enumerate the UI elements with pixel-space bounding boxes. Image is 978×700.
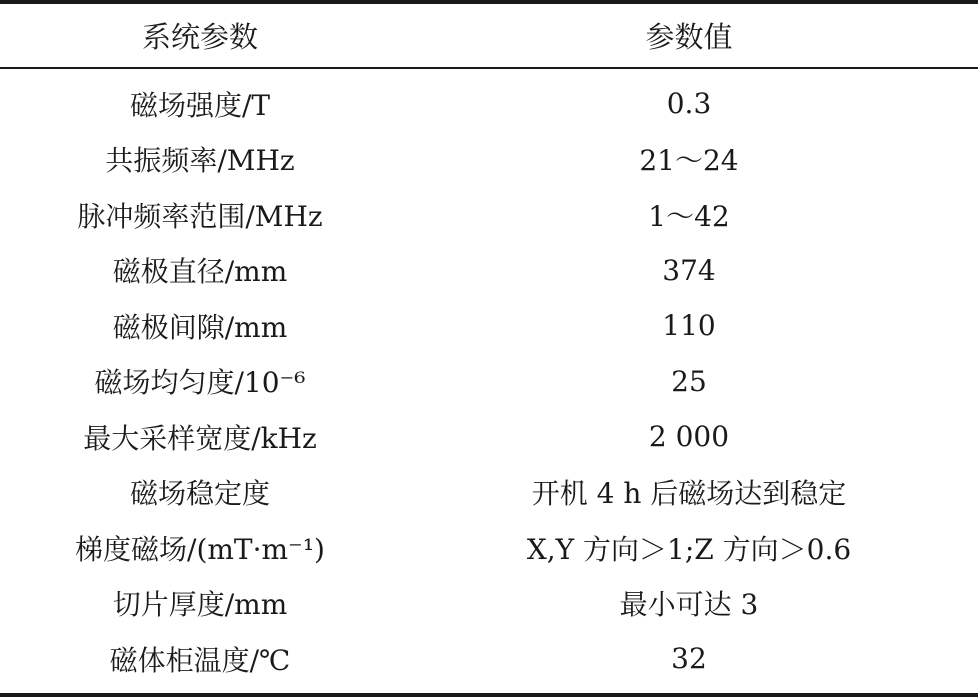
param-name: 磁场强度/T [129,88,271,122]
param-value: 1～42 [648,199,730,233]
param-value: X,Y 方向＞1;Z 方向＞0.6 [526,532,852,566]
bottom-rule [0,693,978,697]
param-name: 磁极间隙/mm [112,310,288,344]
header-param: 系统参数 [141,20,258,54]
table-body [0,76,978,687]
table-row [0,243,978,299]
param-name: 磁场均匀度/10⁻⁶ [94,366,306,400]
param-value: 374 [662,253,716,287]
param-name: 磁极直径/mm [112,255,288,289]
param-name: 最大采样宽度/kHz [83,421,317,455]
table-row [0,132,978,188]
table-row [0,576,978,632]
table-row [0,520,978,576]
param-value: 开机 4 h 后磁场达到稳定 [531,477,847,511]
param-value: 2 000 [648,420,730,454]
table-row [0,354,978,410]
param-value: 最小可达 3 [619,588,759,622]
table-row [0,76,978,132]
param-name: 脉冲频率范围/MHz [77,199,323,233]
param-value: 110 [662,309,716,343]
table-row [0,409,978,465]
param-value: 21～24 [639,144,739,178]
param-name: 磁场稳定度 [129,477,270,511]
param-value: 32 [671,642,707,676]
param-name: 磁体柜温度/℃ [109,643,291,677]
param-name: 共振频率/MHz [105,144,295,178]
header-rule [0,67,978,69]
param-name: 梯度磁场/(mT·m⁻¹) [75,532,325,566]
table-row [0,465,978,521]
param-value: 25 [671,364,707,398]
table-header-row [0,4,978,67]
param-name: 切片厚度/mm [112,588,288,622]
header-value: 参数值 [645,20,733,54]
param-value: 0.3 [666,87,712,121]
table-row [0,631,978,687]
table-row [0,298,978,354]
table-row [0,187,978,243]
